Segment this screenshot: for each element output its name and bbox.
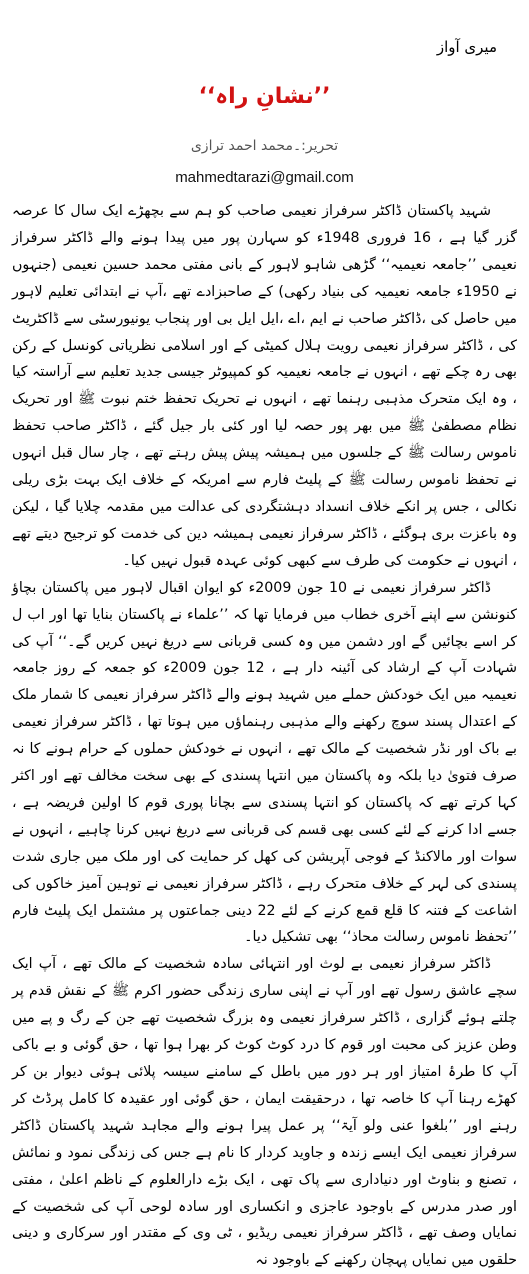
article-title: ’’نشانِ راہ‘‘ (198, 84, 331, 109)
article-paragraph: شہید پاکستان ڈاکٹر سرفراز نعیمی صاحب کو ہم سے بچھڑے ایک سال کا عرصہ گزر گیا ہے ، 16 فروری 1948ء کو سہارن پور میں پیدا ہونے والے ڈاکٹر سرفراز نعیمی ’’جامعہ نعیمیہ‘‘ گڑھی شاہو لاہور کے بانی مفتی محمد حسین نعیمی (جنہوں نے 1950ء جامعہ نعیمیہ کی بنیاد رکھی) کے صاحبزادے تھے ،آپ نے ابتدائی تعلیم لاہور میں حاصل کی ،ڈاکٹر صاحب نے ایم ،اے ،ایل ایل بی اور پنجاب یونیورسٹی سے ڈاکٹریٹ کی ، ڈاکٹر سرفراز نعیمی رویت ہلال کمیٹی کے اور اسلامی نظریاتی کونسل کے رکن بھی رہ چکے تھے ، انہوں نے جامعہ نعیمیہ کو کمپیوٹر جیسی جدید تعلیم سے آراستہ کیا ، وہ ایک متحرک مذہبی رہنما تھے ، انہوں نے تحریک تحفظ ختم نبوت ﷺ اور تحریک نظام مصطفیٰ ﷺ میں بھر پور حصہ لیا اور کئی بار جیل گئے ، ڈاکٹر صاحب تحفظ ناموس رسالت ﷺ کے جلسوں میں ہمیشہ پیش پیش رہتے تھے ، چار سال قبل انہوں نے تحفظ ناموس رسالت ﷺ کے پلیٹ فارم سے امریکہ کے خلاف ایک بہت بڑی ریلی نکالی ، جس پر انکے خلاف انسداد دہشتگردی کی عدالت میں مقدمہ چلایا گیا ، لیکن وہ باعزت بری ہوگئے ، ڈاکٹر سرفراز نعیمی ہمیشہ دین کی خدمت کو ترجیح دیتے تھے ، انہوں نے حکومت کی طرف سے کبھی کوئی عہدہ قبول نہیں کیا۔ (12, 203, 518, 569)
article-paragraph: ڈاکٹر سرفراز نعیمی نے 10 جون 2009ء کو ایوان اقبال لاہور میں پاکستان بچاؤ کنونشن سے اپنے آخری خطاب میں فرمایا تھا کہ ’’علماء نے پاکستان بنایا تھا اور اب ل کر اسے بچائیں گے اور دشمن میں وہ کسی قربانی سے دریغ نہیں کریں گے۔‘‘ آپ کی شہادت آپ کے ارشاد کی آئینہ دار ہے ، 12 جون 2009ء کو جمعہ کے روز جامعہ نعیمیہ میں ایک خودکش حملے میں شہید ہونے والے ڈاکٹر سرفراز نعیمی کا شمار ملک کے اعتدال پسند سوچ رکھنے والے مذہبی رہنماؤں میں ہوتا تھا ، ڈاکٹر سرفراز نعیمی بے باک اور نڈر شخصیت کے مالک تھے ، انہوں نے خودکش حملوں کے حرام ہونے کا نہ صرف فتویٰ دیا بلکہ وہ پاکستان میں انتہا پسندی کے بھی سخت مخالف تھے اور اکثر کہا کرتے تھے کہ پاکستان کو انتہا پسندی سے بچانا پوری قوم کا اولین فریضہ ہے ، جسے ادا کرنے کے لئے کسی بھی قسم کی قربانی سے دریغ نہیں کرنا چاہیے ، انہوں نے سوات اور مالاکنڈ کے فوجی آپریشن کی کھل کر حمایت کی اور ملک میں جاری شدت پسندی کی لہر کے خلاف متحرک رہے ، ڈاکٹر سرفراز نعیمی نے توہین آمیز خاکوں کی اشاعت کے فتنہ کا قلع قمع کرنے کے لئے 22 دینی جماعتوں پر مشتمل ایک پلیٹ فارم ’’تحفظ ناموس رسالت محاذ‘‘ بھی تشکیل دیا۔ (12, 579, 517, 946)
author-email: mahmedtarazi@gmail.com (175, 169, 354, 186)
article-paragraph: ڈاکٹر سرفراز نعیمی بے لوث اور انتہائی سادہ شخصیت کے مالک تھے ، آپ ایک سچے عاشق رسول تھے اور آپ نے اپنی ساری زندگی حضور اکرم ﷺ کے نقش قدم پر چلتے ہوئے گزاری ، ڈاکٹر سرفراز نعیمی وہ بزرگ شخصیت تھے جن کے رگ و پے میں وطن عزیز کی محبت اور قوم کا درد کوٹ کوٹ کر بھرا ہوا تھا ، حق گوئی و بے باکی آپ کا طرۂ امتیاز اور ہر دور میں باطل کے سامنے سیسہ پلائی ہوئی دیوار بن کر کھڑے رہنا آپ کا خاصہ تھا ، درحقیقت ایمان ، حق گوئی اور عقیدہ کا کامل پرڈٹ کر رہنے اور ’’بلغوا عنی ولو آیۃ‘‘ پر عمل پیرا ہونے والے مجاہد شہید پاکستان ڈاکٹر سرفراز نعیمی ایک ایسے زندہ و جاوید کردار کا نام ہے جس کی زندگی نمود و نمائش ، تصنع و بناوٹ اور دنیاداری سے پاک تھی ، ایک بڑے دارالعلوم کے ناظم اعلیٰ ، مفتی اور صدر مدرس کے باوجود عاجزی و انکساری اور سادہ لوحی آپ کی شخصیت کے نمایاں وصف تھے ، ڈاکٹر سرفراز نعیمی ریڈیو ، ٹی وی کے مقتدر اور سرکاری و دینی حلقوں میں نمایاں پہچان رکھنے کے باوجود نہ (12, 956, 517, 1269)
author-byline: تحریر:۔محمد احمد ترازی (190, 138, 339, 154)
column-name: میری آواز (436, 38, 497, 56)
article-body (12, 198, 518, 1269)
